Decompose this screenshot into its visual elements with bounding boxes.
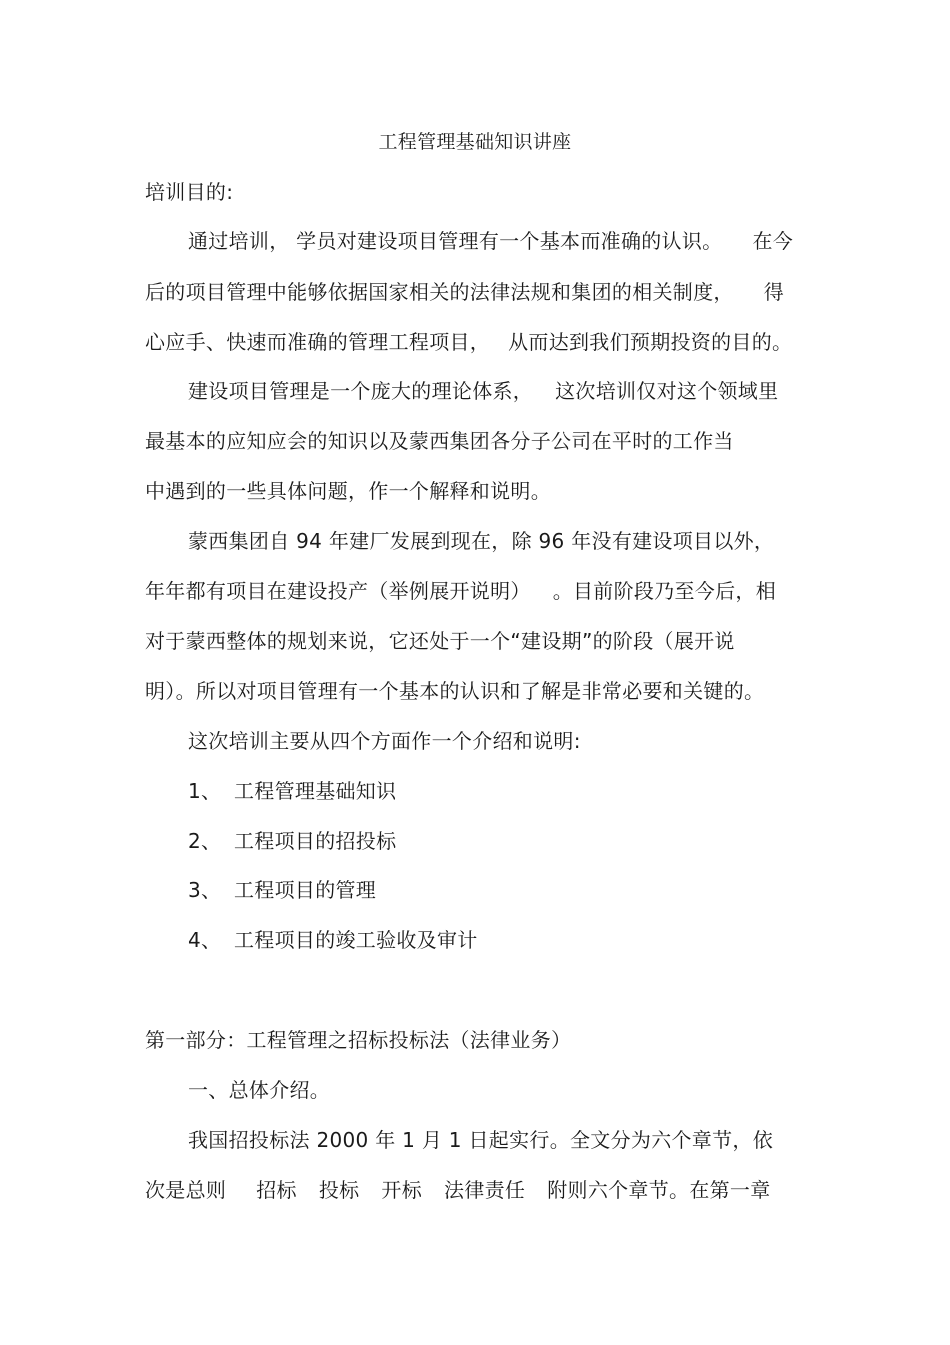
list-item [188,827,396,855]
list-item-number: 1、 [188,779,222,803]
para1-line2-text-a: 后的项目管理中能够依据国家相关的法律法规和集团的相关制度， [145,280,734,304]
para5-line2 [145,1176,771,1204]
list-item [188,777,396,805]
para2-line1 [188,377,778,405]
purpose-heading: 培训目的: [145,180,234,204]
list-item-number: 3、 [188,878,222,902]
para5-word: 次是总则 [145,1178,227,1202]
para1-line2 [145,278,784,306]
list-item-text: 工程项目的管理 [234,878,377,902]
list-item [188,926,478,954]
para3-line1: 蒙西集团自 94 年建厂发展到现在，除 96 年没有建设项目以外， [188,529,775,553]
para1-line3-text-a: 心应手、快速而准确的管理工程项目， [145,330,491,354]
para3-line2-text-b: 。目前阶段乃至今后，相 [552,579,777,603]
para1-line3-text-b: 从而达到我们预期投资的目的。 [508,330,793,354]
para5-word: 投标 [318,1178,360,1202]
para3-line2 [145,577,776,605]
part1-heading: 第一部分：工程管理之招标投标法（法律业务） [145,1028,572,1052]
list-item [188,876,376,904]
para2-line2: 最基本的应知应会的知识以及蒙西集团各分子公司在平时的工作当 [145,429,734,453]
list-item-text: 工程管理基础知识 [234,779,397,803]
para2-line3: 中遇到的一些具体问题，作一个解释和说明。 [145,479,551,503]
para5-word: 招标 [256,1178,297,1202]
list-item-number: 4、 [188,928,222,952]
para3-line2-text-a: 年年都有项目在建设投产（举例展开说明） [145,579,531,603]
para5-line1: 我国招投标法 2000 年 1 月 1 日起实行。全文分为六个章节，依 [188,1128,773,1152]
para5-word: 附则六个章节。在第一章 [547,1178,771,1202]
para2-line1-text-a: 建设项目管理是一个庞大的理论体系， [188,379,534,403]
document-title: 工程管理基础知识讲座 [378,131,572,153]
list-item-number: 2、 [188,829,222,853]
para3-line4: 明）。所以对项目管理有一个基本的认识和了解是非常必要和关键的。 [145,679,765,703]
section1-heading: 一、总体介绍。 [188,1078,331,1102]
para1-line1-text-b: 在今 [752,229,794,253]
para1-line1 [188,227,793,255]
para5-word: 开标 [381,1178,423,1202]
para2-line1-text-b: 这次培训仅对这个领域里 [555,379,779,403]
para1-line2-text-b: 得 [763,280,785,304]
para1-line1-text-a: 通过培训， 学员对建设项目管理有一个基本而准确的认识。 [188,229,723,253]
para1-line3 [145,328,792,356]
list-item-text: 工程项目的竣工验收及审计 [234,928,478,952]
para4: 这次培训主要从四个方面作一个介绍和说明: [188,729,581,753]
para5-word: 法律责任 [444,1178,526,1202]
list-item-text: 工程项目的招投标 [234,829,397,853]
para3-line3: 对于蒙西整体的规划来说，它还处于一个“建设期”的阶段（展开说 [145,629,735,653]
